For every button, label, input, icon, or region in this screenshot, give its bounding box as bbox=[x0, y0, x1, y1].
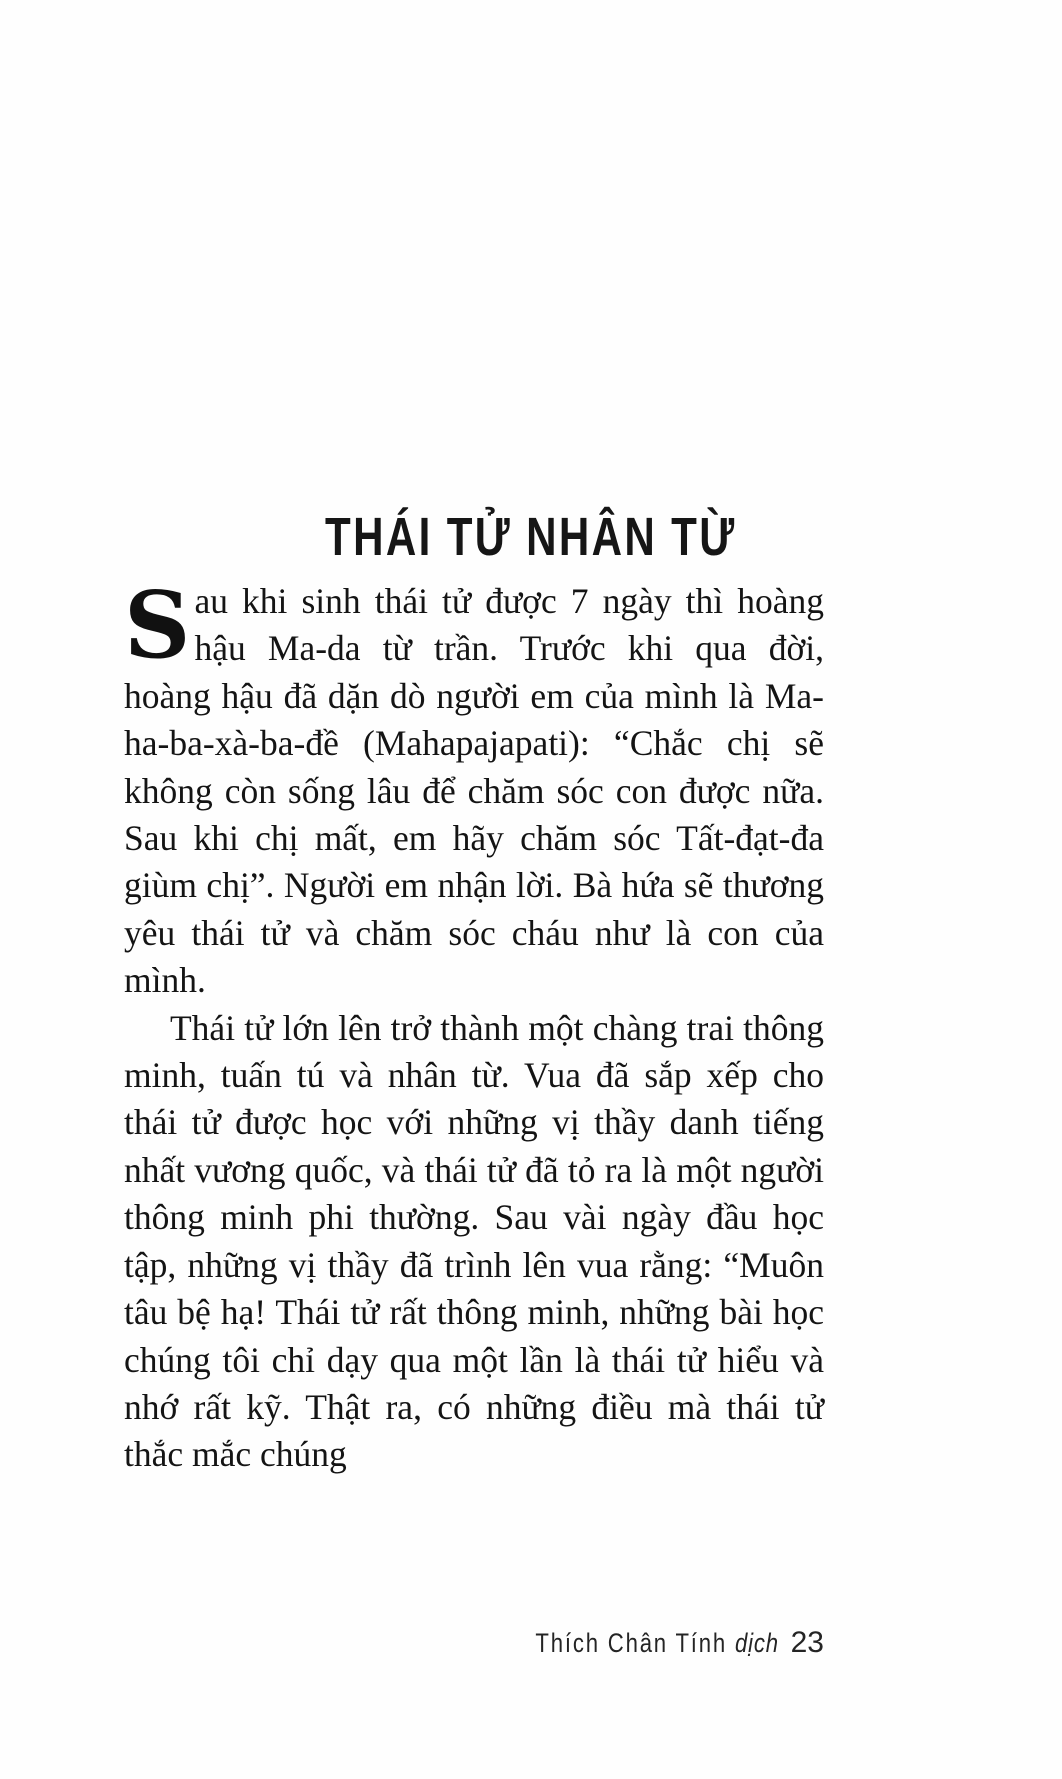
translator-role: dịch bbox=[734, 1628, 779, 1658]
footer-translator-group bbox=[535, 1628, 778, 1659]
translator-name: Thích Chân Tính bbox=[535, 1628, 727, 1658]
drop-cap-letter: S bbox=[124, 571, 191, 679]
paragraph-2-text: Thái tử lớn lên trở thành một chàng trai thông minh, tuấn tú và nhân từ. Vua đã sắp xếp cho thái tử được học với những vị thầy danh tiếng nhất vương quốc, và thái tử đã tỏ ra là một người thông minh phi thường. Sau vài ngày đầu học tập, những vị thầy đã trình lên vua rằng: “Muôn tâu bệ hạ! Thái tử rất thông minh, những bài học chúng tôi chỉ dạy qua một lần là thái tử hiểu và nhớ rất kỹ. Thật ra, có những điều mà thái tử thắc mắc chúng bbox=[124, 1007, 824, 1475]
paragraph-1 bbox=[124, 571, 824, 1005]
page-title: THÁI TỬ NHÂN TỪ bbox=[325, 507, 737, 568]
page-number: 23 bbox=[790, 1626, 824, 1659]
page-footer bbox=[124, 1626, 824, 1660]
body-text-block bbox=[124, 571, 824, 1479]
paragraph-2 bbox=[124, 1005, 824, 1479]
paragraph-1-text: au khi sinh thái tử được 7 ngày thì hoàng hậu Ma-da từ trần. Trước khi qua đời, hoàng hậu đã dặn dò người em của mình là Ma-ha-ba-xà-ba-đề (Mahapajapati): “Chắc chị sẽ không còn sống lâu để chăm sóc con được nữa. Sau khi chị mất, em hãy chăm sóc Tất-đạt-đa giùm chị”. Người em nhận lời. Bà hứa sẽ thương yêu thái tử và chăm sóc cháu như là con của mình. bbox=[124, 581, 824, 1001]
